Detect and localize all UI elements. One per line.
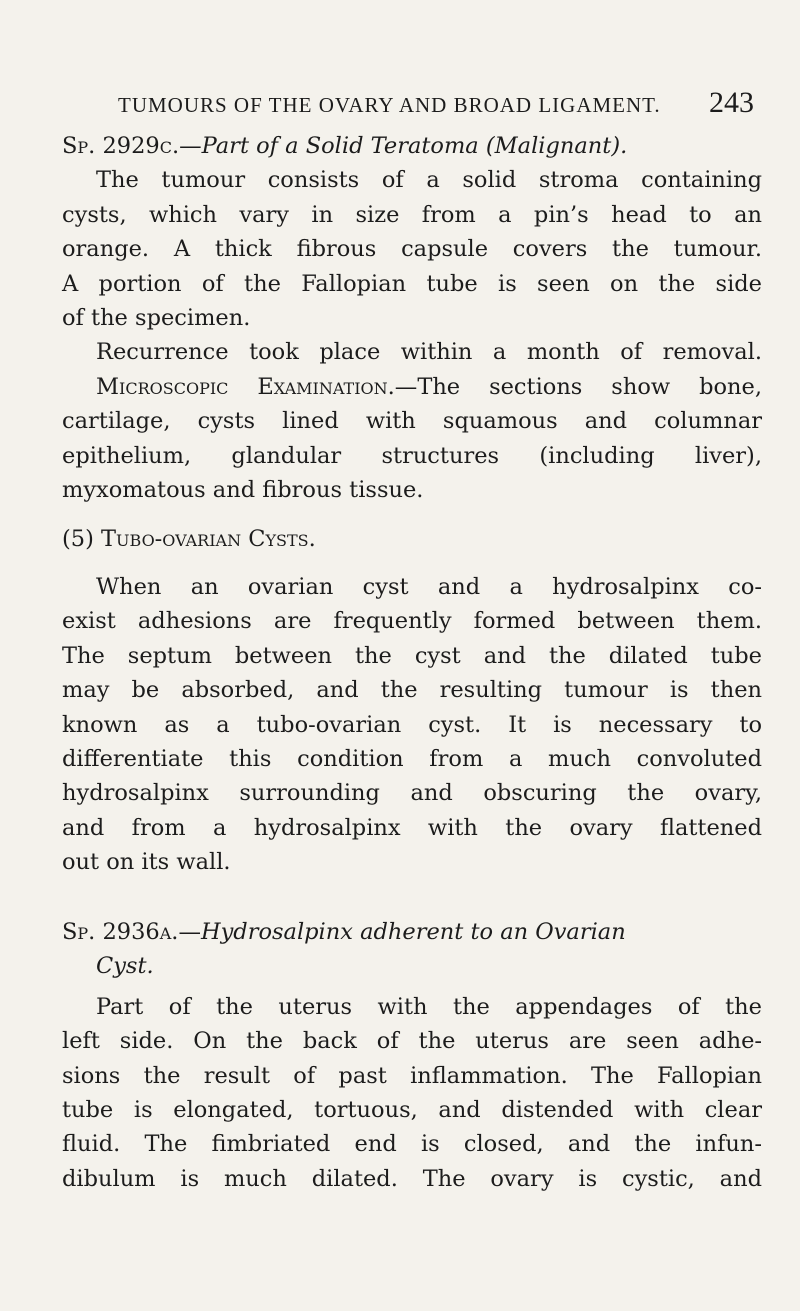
description-line: tube is elongated, tortuous, and distended with clear xyxy=(62,1097,762,1124)
microscopic-line: epithelium, glandular structures (including liver), xyxy=(62,442,762,469)
specimen-2936a xyxy=(62,915,762,1196)
paragraph-line: out on its wall. xyxy=(62,849,231,876)
paragraph-line: known as a tubo-ovarian cyst. It is necessary to xyxy=(62,711,762,738)
paragraph-line: The septum between the cyst and the dilated tube xyxy=(62,642,762,669)
paragraph-line: exist adhesions are frequently formed between them. xyxy=(62,608,762,635)
description-line: orange. A thick fibrous capsule covers the tumour. xyxy=(62,236,762,263)
specimen-2929c xyxy=(62,129,762,507)
description-line: fluid. The fimbriated end is closed, and the infun- xyxy=(62,1131,762,1158)
description-line: left side. On the back of the uterus are seen adhe- xyxy=(62,1028,762,1055)
description-line: sions the result of past inflammation. The Fallopian xyxy=(62,1062,762,1089)
paragraph-line: hydrosalpinx surrounding and obscuring the ovary, xyxy=(62,780,762,807)
description-line: Part of the uterus with the appendages of the xyxy=(96,993,762,1020)
page-number: 243 xyxy=(709,86,754,119)
description-line: A portion of the Fallopian tube is seen on the side xyxy=(62,270,762,297)
paragraph-line: may be absorbed, and the resulting tumour is then xyxy=(62,677,762,704)
paragraph-line: differentiate this condition from a much convoluted xyxy=(62,746,762,773)
specimen-title: Sp. 2936a.—Hydrosalpinx adherent to an Ovarian xyxy=(62,919,626,945)
section-heading: (5) Tubo-ovarian Cysts. xyxy=(62,526,316,552)
description-line: cysts, which vary in size from a pin’s head to an xyxy=(62,201,762,228)
specimen-title: Sp. 2929c.—Part of a Solid Teratoma (Malignant). xyxy=(62,133,628,159)
paragraph-line: and from a hydrosalpinx with the ovary flattened xyxy=(62,814,762,841)
microscopic-line: myxomatous and fibrous tissue. xyxy=(62,477,424,504)
paragraph-line: When an ovarian cyst and a hydrosalpinx co- xyxy=(96,574,762,600)
description-line: The tumour consists of a solid stroma containing xyxy=(96,167,762,194)
section-tubo-ovarian xyxy=(62,522,762,556)
running-title: TUMOURS OF THE OVARY AND BROAD LIGAMENT. xyxy=(118,93,661,117)
microscopic-line: cartilage, cysts lined with squamous and columnar xyxy=(62,408,762,435)
description-line: dibulum is much dilated. The ovary is cystic, and xyxy=(62,1165,762,1192)
tubo-ovarian-paragraph xyxy=(62,570,762,880)
page-header xyxy=(118,86,754,120)
microscopic-line: Microscopic Examination.—The sections show bone, xyxy=(96,373,762,400)
description-line: of the specimen. xyxy=(62,305,251,332)
specimen-title: Cyst. xyxy=(96,953,154,980)
recurrence-line: Recurrence took place within a month of removal. xyxy=(96,339,762,366)
